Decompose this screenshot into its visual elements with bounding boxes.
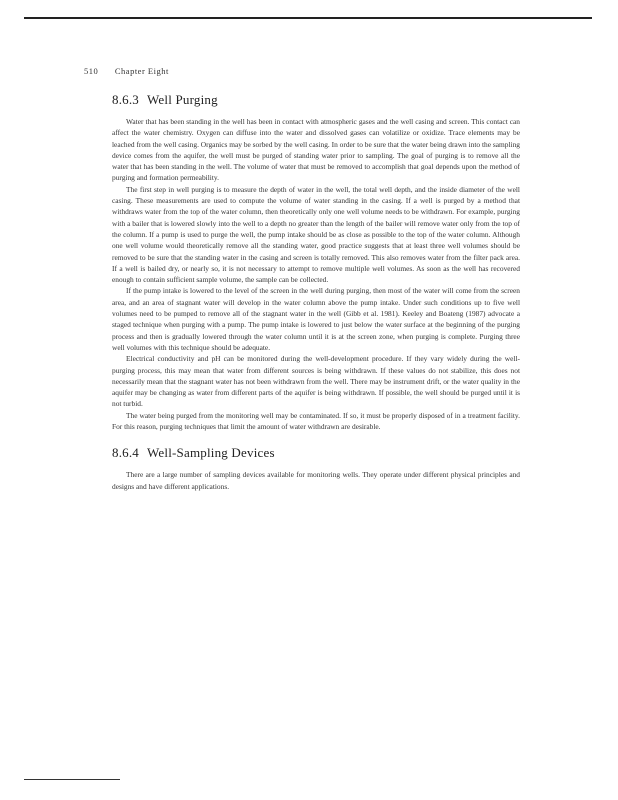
chapter-title: Chapter Eight — [114, 66, 169, 76]
section-title: Well Purging — [147, 92, 218, 107]
paragraph: The water being purged from the monitoring well may be contaminated. If so, it must be properly disposed of in a treatment facility. For this reason, purging techniques that limit the amount of water withdrawn are desirable. — [112, 410, 520, 432]
top-rule — [24, 17, 592, 19]
section-heading-well-sampling-devices — [112, 445, 520, 461]
page-body — [112, 92, 520, 492]
paragraph: If the pump intake is lowered to the level of the screen in the well during purging, then most of the water will come from the screen area, and an area of stagnant water will develop in the water column above the pump intake. Under such conditions up to five well volumes need to be pumped to remove all of the stagnant water in the well (Gibb et al. 1981). Keeley and Boateng (1987) advocate a staged technique when purging with a pump. The pump intake is lowered to just below the water surface at the beginning of the purging process and then is gradually lowered through the water column until it is at the screen zone, when purging is complete. Purging three well volumes with this technique should be adequate. — [112, 286, 520, 352]
paragraph: Electrical conductivity and pH can be monitored during the well-development procedure. If they vary widely during the well-purging process, this may mean that water from different sources is being withdrawn. If these values do not stabilize, this does not necessarily mean that the stagnant water has not been withdrawn from the well. There may be instrument drift, or the water quality in the aquifer may be changing as water from different parts of the aquifer is being withdrawn. If possible, the well should be purged until it is not turbid. — [112, 354, 520, 409]
running-header — [84, 66, 169, 76]
page-number: 510 — [84, 66, 99, 76]
paragraph: Water that has been standing in the well has been in contact with atmospheric gases and the well casing and screen. This contact can affect the water chemistry. Oxygen can diffuse into the water and dissolved gases can volatilize or oxidize. Trace elements may be leached from the well casing. Organics may be sorbed by the well casing. In order to be sure that the water being drawn into the sampling device comes from the aquifer, the well must be purged of standing water prior to sampling. The goal of purging is to remove all the water that has been standing in the well. The volume of water that must be removed to accomplish that goal depends upon the method of purging and formation permeability. — [112, 117, 520, 183]
section-gap — [112, 432, 520, 445]
bottom-rule — [24, 779, 120, 780]
paragraph: There are a large number of sampling devices available for monitoring wells. They operate under different physical principles and designs and have different applications. — [112, 470, 520, 491]
section-heading-well-purging — [112, 92, 520, 108]
paragraph: The first step in well purging is to measure the depth of water in the well, the total well depth, and the inside diameter of the well casing. These measurements are used to compute the volume of water standing in the casing. If a well is purged by a method that withdraws water from the top of the water column, then theoretically only one well volume needs to be withdrawn. For example, purging with a bailer that is lowered slowly into the well to a depth no greater than the length of the bailer will remove water only from the top of the column. If a pump is used to purge the well, the pump intake should be as close as possible to the top of the water column. Although one well volume would theoretically remove all the standing water, good practice suggests that at least three well volumes should be removed to be sure that the standing water in the casing and screen is totally removed. This also removes water from the filter pack area. If a well is bailed dry, or nearly so, it is not necessary to attempt to remove multiple well volumes. As soon as the well has recovered enough to contain sufficient sample volume, the sample can be collected. — [112, 184, 520, 285]
section-number: 8.6.3 — [112, 92, 139, 107]
section-number: 8.6.4 — [112, 445, 139, 461]
section-title: Well-Sampling Devices — [147, 445, 275, 461]
